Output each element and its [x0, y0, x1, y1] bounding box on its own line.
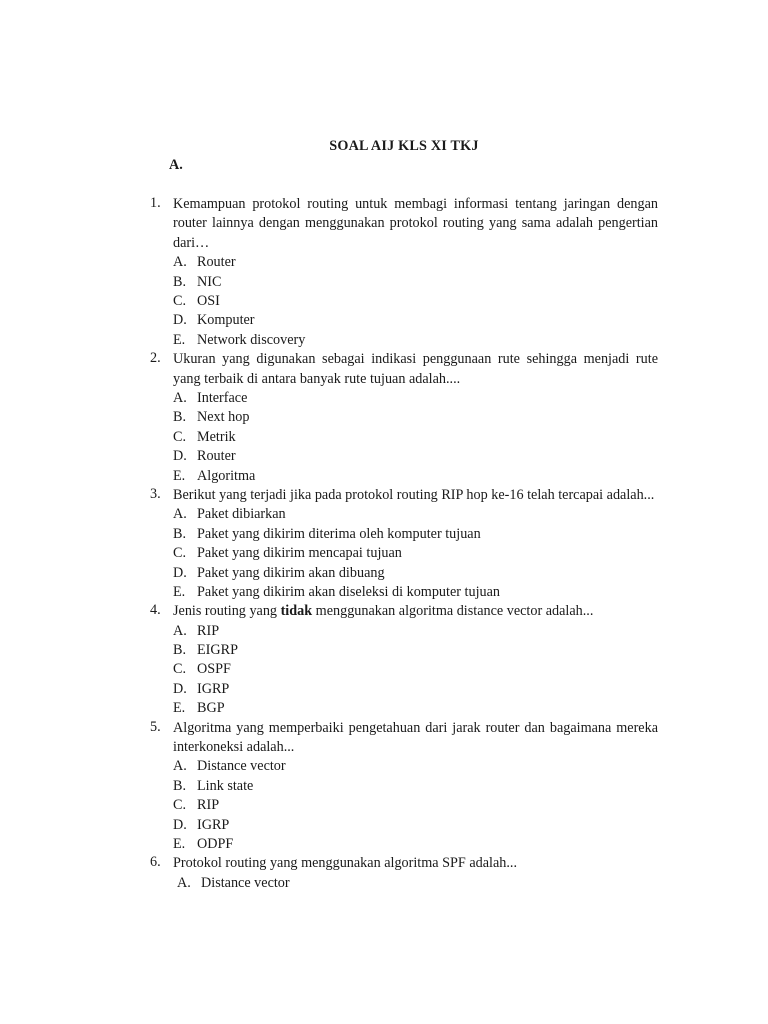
option-letter: C. — [173, 293, 187, 309]
option-item — [177, 874, 658, 893]
question-number: 2. — [150, 350, 161, 367]
option-letter: C. — [173, 545, 187, 562]
option-letter: D. — [173, 680, 187, 697]
option-item — [173, 544, 658, 563]
option-item — [173, 564, 658, 583]
option-item — [173, 525, 658, 544]
option-letter: E. — [173, 836, 186, 853]
option-item — [173, 777, 658, 796]
option-item — [173, 622, 658, 641]
option-text: RIP — [197, 797, 220, 814]
option-text: Router — [197, 448, 236, 465]
option-text: Paket dibiarkan — [197, 506, 286, 523]
option-letter: B. — [173, 525, 187, 542]
option-letter: A. — [177, 874, 191, 891]
option-text: EIGRP — [197, 642, 238, 659]
option-text: Distance vector — [201, 874, 290, 891]
option-item — [173, 699, 658, 718]
option-text: OSI — [197, 293, 220, 309]
option-letter: E. — [173, 700, 186, 717]
question-number: 1. — [150, 195, 161, 211]
question-text-part: Jenis routing yang — [173, 603, 281, 620]
question-text — [173, 602, 658, 621]
option-item — [173, 273, 658, 292]
option-text: Paket yang dikirim akan diseleksi di komputer tujuan — [197, 583, 501, 600]
option-letter: C. — [173, 428, 187, 445]
option-text: IGRP — [197, 680, 230, 697]
option-letter: E. — [173, 467, 186, 484]
option-item — [173, 796, 658, 815]
option-item — [173, 467, 658, 486]
option-list — [173, 622, 658, 719]
option-text: Interface — [197, 389, 248, 406]
option-letter: D. — [173, 816, 187, 833]
option-list — [173, 505, 658, 602]
option-text: BGP — [197, 700, 225, 717]
question-number: 6. — [150, 854, 161, 871]
option-text: Komputer — [197, 312, 255, 329]
option-item — [173, 835, 658, 854]
option-letter: A. — [173, 758, 187, 775]
option-text: Link state — [197, 777, 254, 794]
question-text-part: menggunakan algoritma distance vector adalah... — [312, 603, 594, 620]
option-letter: B. — [173, 777, 187, 794]
option-item — [173, 583, 658, 602]
question-text: Ukuran yang digunakan sebagai indikasi penggunaan rute sehingga menjadi rute yang terbaik di antara banyak rute tujuan adalah.... — [173, 351, 658, 387]
option-list — [173, 874, 658, 893]
option-letter: E. — [173, 583, 186, 600]
option-letter: A. — [173, 622, 187, 639]
option-text: NIC — [197, 273, 222, 290]
option-letter: C. — [173, 661, 187, 678]
option-letter: A. — [173, 506, 187, 523]
option-text: Paket yang dikirim akan dibuang — [197, 564, 385, 581]
option-list — [173, 757, 658, 854]
option-letter: A. — [173, 254, 187, 271]
option-item — [173, 292, 658, 311]
option-text: RIP — [197, 622, 220, 639]
option-text: Next hop — [197, 409, 250, 426]
option-item — [173, 680, 658, 699]
option-letter: B. — [173, 273, 187, 290]
question-6 — [148, 854, 658, 893]
emphasis-word: tidak — [280, 603, 313, 620]
option-text: ODPF — [197, 836, 234, 853]
question-text: Berikut yang terjadi jika pada protokol routing RIP hop ke-16 telah tercapai adalah... — [173, 486, 655, 503]
question-text: Algoritma yang memperbaiki pengetahuan dari jarak router dan bagaimana mereka interkoneksi adalah... — [173, 719, 658, 756]
option-list — [173, 389, 658, 486]
option-item — [173, 505, 658, 524]
question-2 — [148, 350, 658, 486]
question-3 — [148, 486, 658, 602]
option-text: Algoritma — [197, 467, 256, 484]
option-item — [173, 331, 658, 350]
question-4 — [148, 602, 658, 718]
option-text: Distance vector — [197, 758, 286, 775]
section-label: A. — [169, 157, 183, 173]
option-letter: E. — [173, 331, 186, 348]
question-number: 4. — [150, 602, 161, 619]
option-text: IGRP — [197, 816, 230, 833]
question-1 — [148, 195, 658, 350]
option-text: Network discovery — [197, 331, 306, 348]
option-text: Paket yang dikirim mencapai tujuan — [197, 545, 402, 562]
option-letter: D. — [173, 448, 187, 465]
question-number: 5. — [150, 718, 161, 735]
question-list — [148, 195, 658, 893]
question-5 — [148, 719, 658, 855]
question-text: Kemampuan protokol routing untuk membagi informasi tentang jaringan dengan router lainnya dengan menggunakan protokol routing yang sama adalah pengertian dari… — [173, 196, 658, 251]
option-letter: B. — [173, 642, 187, 659]
option-letter: D. — [173, 564, 187, 581]
option-text: Paket yang dikirim diterima oleh komputer tujuan — [197, 525, 481, 542]
option-letter: A. — [173, 389, 187, 406]
option-text: Router — [197, 254, 236, 271]
option-item — [173, 660, 658, 679]
option-list — [173, 253, 658, 350]
option-text: Metrik — [197, 428, 236, 445]
option-item — [173, 389, 658, 408]
option-item — [173, 428, 658, 447]
question-number: 3. — [150, 485, 161, 502]
question-text: Protokol routing yang menggunakan algoritma SPF adalah... — [173, 855, 517, 872]
option-letter: D. — [173, 312, 187, 329]
option-item — [173, 641, 658, 660]
option-letter: C. — [173, 797, 187, 814]
document-title: SOAL AIJ KLS XI TKJ — [329, 138, 479, 154]
option-item — [173, 408, 658, 427]
option-letter: B. — [173, 409, 187, 426]
option-item — [173, 311, 658, 330]
option-text: OSPF — [197, 661, 231, 678]
option-item — [173, 757, 658, 776]
option-item — [173, 253, 658, 272]
option-item — [173, 447, 658, 466]
option-item — [173, 816, 658, 835]
